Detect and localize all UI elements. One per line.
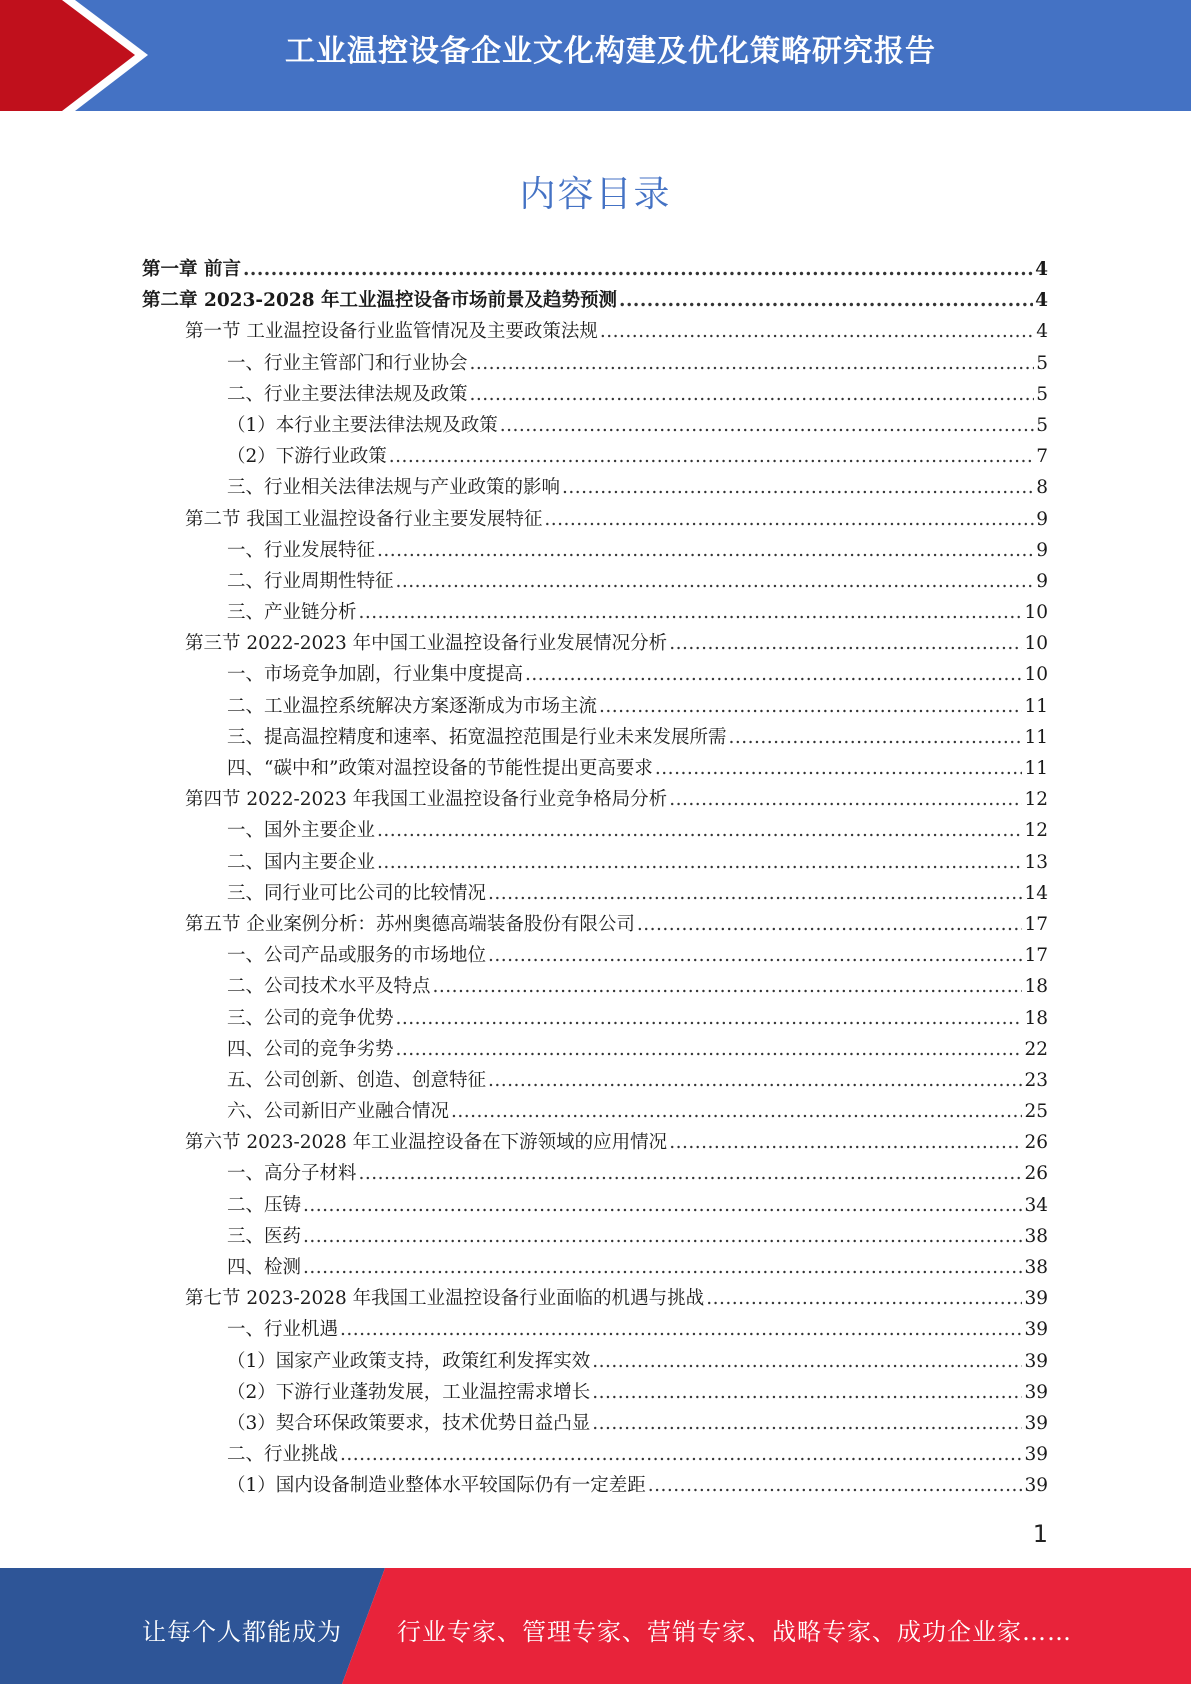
toc-dot-leader	[433, 971, 1023, 1002]
toc-dot-leader	[500, 410, 1034, 441]
toc-entry[interactable]	[142, 659, 1048, 690]
toc-entry-title: （1）本行业主要法律法规及政策	[227, 414, 498, 436]
toc-dot-leader	[655, 753, 1023, 784]
toc-entry-title: （3）契合环保政策要求，技术优势日益凸显	[227, 1412, 591, 1434]
toc-dot-leader	[669, 784, 1022, 815]
toc-entry-title: 三、公司的竞争优势	[227, 1007, 394, 1029]
toc-entry-page: 39	[1024, 1444, 1048, 1466]
toc-entry-page: 23	[1024, 1069, 1048, 1091]
toc-entry-page: 17	[1024, 945, 1048, 967]
toc-dot-leader	[389, 441, 1034, 472]
toc-entry[interactable]	[142, 847, 1048, 878]
toc-dot-leader	[359, 597, 1023, 628]
header-band	[0, 0, 1191, 111]
toc-entry-title: 第二节 我国工业温控设备行业主要发展特征	[185, 508, 543, 530]
toc-entry-title: 一、行业机遇	[227, 1319, 339, 1341]
toc-entry[interactable]	[142, 1003, 1048, 1034]
toc-entry-title: （1）国内设备制造业整体水平较国际仍有一定差距	[227, 1475, 646, 1497]
toc-dot-leader	[470, 348, 1035, 379]
toc-entry-page: 4	[1036, 321, 1048, 343]
toc-dot-leader	[340, 1314, 1022, 1345]
toc-entry-title: 第一节 工业温控设备行业监管情况及主要政策法规	[185, 321, 598, 343]
toc-entry[interactable]	[142, 1252, 1048, 1283]
toc-dot-leader	[729, 722, 1023, 753]
toc-entry-title: 三、提高温控精度和速率、拓宽温控范围是行业未来发展所需	[227, 726, 727, 748]
toc-entry-page: 12	[1024, 789, 1048, 811]
toc-entry[interactable]	[142, 1470, 1048, 1501]
toc-entry[interactable]	[142, 940, 1048, 971]
toc-entry[interactable]	[142, 878, 1048, 909]
toc-entry-title: 三、产业链分析	[227, 602, 357, 624]
toc-entry-title: 一、行业主管部门和行业协会	[227, 352, 468, 374]
toc-entry-title: 第三节 2022-2023 年中国工业温控设备行业发展情况分析	[185, 633, 668, 655]
toc-entry-title: 第七节 2023-2028 年我国工业温控设备行业面临的机遇与挑战	[185, 1288, 705, 1310]
toc-entry-page: 25	[1024, 1101, 1048, 1123]
toc-entry-page: 38	[1024, 1225, 1048, 1247]
toc-entry-title: 二、工业温控系统解决方案逐渐成为市场主流	[227, 695, 598, 717]
toc-entry-page: 22	[1024, 1038, 1048, 1060]
toc-entry-page: 26	[1024, 1163, 1048, 1185]
toc-entry-page: 39	[1024, 1350, 1048, 1372]
toc-entry[interactable]	[142, 1283, 1048, 1314]
toc-dot-leader	[359, 1158, 1023, 1189]
toc-dot-leader	[648, 1470, 1023, 1501]
toc-entry-title: （1）国家产业政策支持，政策红利发挥实效	[227, 1350, 591, 1372]
toc-entry[interactable]	[142, 1221, 1048, 1252]
toc-dot-leader	[619, 285, 1033, 316]
toc-entry-page: 18	[1024, 976, 1048, 998]
toc-entry-title: 一、市场竞争加剧，行业集中度提高	[227, 664, 524, 686]
toc-entry[interactable]	[142, 909, 1048, 940]
toc-dot-leader	[592, 1377, 1022, 1408]
toc-entry[interactable]	[142, 691, 1048, 722]
toc-entry-page: 9	[1036, 508, 1048, 530]
toc-entry-title: 第一章 前言	[142, 259, 241, 280]
toc-entry-page: 11	[1024, 758, 1048, 779]
toc-entry-page: 38	[1024, 1257, 1048, 1278]
toc-entry-page: 39	[1024, 1475, 1048, 1497]
page-number: 1	[1032, 1520, 1048, 1548]
toc-entry-page: 8	[1036, 477, 1048, 499]
toc-entry[interactable]	[142, 1439, 1048, 1470]
toc-entry[interactable]	[142, 535, 1048, 566]
toc-dot-leader	[592, 1346, 1022, 1377]
toc-entry-title: 第六节 2023-2028 年工业温控设备在下游领域的应用情况	[185, 1132, 668, 1154]
toc-entry-title: （2）下游行业政策	[227, 446, 387, 468]
toc-entry[interactable]	[142, 441, 1048, 472]
toc-entry[interactable]	[142, 1190, 1048, 1221]
toc-entry-title: 二、行业挑战	[227, 1444, 339, 1466]
toc-entry[interactable]	[142, 1346, 1048, 1377]
toc-entry-title: 第四节 2022-2023 年我国工业温控设备行业竞争格局分析	[185, 789, 668, 811]
toc-dot-leader	[562, 472, 1034, 503]
toc-entry[interactable]	[142, 1127, 1048, 1158]
toc-entry-page: 39	[1024, 1412, 1048, 1434]
toc-entry-page: 5	[1036, 414, 1048, 436]
toc-entry[interactable]	[142, 316, 1048, 347]
toc-entry[interactable]	[142, 1065, 1048, 1096]
toc-entry[interactable]	[142, 753, 1048, 784]
toc-entry-page: 12	[1024, 820, 1048, 842]
toc-dot-leader	[377, 535, 1034, 566]
toc-entry-title: 第五节 企业案例分析：苏州奥德高端装备股份有限公司	[185, 913, 635, 935]
toc-dot-leader	[592, 1408, 1022, 1439]
toc-entry-page: 14	[1024, 882, 1048, 904]
toc-entry[interactable]	[142, 722, 1048, 753]
toc-entry-page: 11	[1024, 726, 1048, 748]
toc-entry-page: 39	[1024, 1381, 1048, 1403]
toc-entry[interactable]	[142, 971, 1048, 1002]
toc-entry-title: 二、国内主要企业	[227, 851, 376, 873]
toc-entry[interactable]	[142, 348, 1048, 379]
footer-slogan-right: 行业专家、管理专家、营销专家、战略专家、成功企业家……	[397, 1618, 1072, 1646]
toc-entry-page: 39	[1024, 1319, 1048, 1341]
toc-entry[interactable]	[142, 379, 1048, 410]
toc-entry-page: 5	[1036, 352, 1048, 374]
toc-dot-leader	[243, 254, 1033, 285]
toc-entry-page: 18	[1024, 1007, 1048, 1029]
toc-entry[interactable]	[142, 1314, 1048, 1345]
toc-entry[interactable]	[142, 1377, 1048, 1408]
toc-dot-leader	[637, 909, 1023, 940]
toc-entry-page: 10	[1024, 602, 1048, 624]
toc-entry-title: 一、公司产品或服务的市场地位	[227, 945, 487, 967]
toc-entry-page: 13	[1024, 851, 1048, 873]
toc-entry[interactable]	[142, 285, 1048, 316]
toc-dot-leader	[303, 1221, 1022, 1252]
toc-entry-title: 一、高分子材料	[227, 1163, 357, 1185]
footer-slogan-left: 让每个人都能成为	[142, 1618, 342, 1646]
toc-entry[interactable]	[142, 566, 1048, 597]
toc-entry-page: 17	[1024, 913, 1048, 935]
toc-entry-page: 26	[1024, 1132, 1048, 1154]
toc-entry[interactable]	[142, 1096, 1048, 1127]
toc-entry-title: 三、同行业可比公司的比较情况	[227, 882, 487, 904]
footer-band	[0, 1568, 1191, 1684]
toc-entry-title: 四、“碳中和”政策对温控设备的节能性提出更高要求	[227, 758, 653, 779]
toc-heading: 内容目录	[519, 174, 672, 215]
toc-entry[interactable]	[142, 597, 1048, 628]
toc-entry[interactable]	[142, 1034, 1048, 1065]
toc-entry-title: 一、行业发展特征	[227, 539, 376, 561]
table-of-contents	[142, 254, 1048, 1502]
toc-entry[interactable]	[142, 410, 1048, 441]
toc-dot-leader	[340, 1439, 1022, 1470]
toc-entry-page: 7	[1036, 446, 1048, 468]
toc-entry[interactable]	[142, 784, 1048, 815]
toc-entry[interactable]	[142, 1408, 1048, 1439]
toc-entry-page: 10	[1024, 664, 1048, 686]
toc-entry[interactable]	[142, 504, 1048, 535]
toc-entry-page: 39	[1024, 1288, 1048, 1310]
toc-dot-leader	[669, 1127, 1022, 1158]
toc-dot-leader	[396, 566, 1035, 597]
toc-dot-leader	[303, 1252, 1022, 1283]
toc-entry-title: 二、公司技术水平及特点	[227, 976, 431, 998]
toc-entry-page: 4	[1035, 259, 1048, 280]
toc-entry-title: 三、医药	[227, 1225, 302, 1247]
toc-entry-page: 10	[1024, 633, 1048, 655]
toc-entry[interactable]	[142, 628, 1048, 659]
toc-entry[interactable]	[142, 815, 1048, 846]
toc-dot-leader	[706, 1283, 1022, 1314]
toc-entry-page: 34	[1024, 1194, 1048, 1216]
toc-entry-page: 4	[1035, 290, 1048, 312]
toc-dot-leader	[377, 847, 1022, 878]
toc-dot-leader	[451, 1096, 1022, 1127]
report-title: 工业温控设备企业文化构建及优化策略研究报告	[285, 34, 936, 69]
toc-dot-leader	[488, 878, 1022, 909]
toc-entry[interactable]	[142, 1158, 1048, 1189]
toc-dot-leader	[303, 1190, 1022, 1221]
toc-dot-leader	[377, 815, 1022, 846]
toc-dot-leader	[544, 504, 1034, 535]
toc-entry-page: 9	[1036, 570, 1048, 592]
toc-entry-title: 二、压铸	[227, 1194, 302, 1216]
toc-dot-leader	[488, 940, 1022, 971]
toc-dot-leader	[599, 691, 1022, 722]
toc-entry-title: 四、检测	[227, 1257, 302, 1278]
toc-entry-title: 二、行业主要法律法规及政策	[227, 383, 468, 405]
toc-entry-title: 二、行业周期性特征	[227, 570, 394, 592]
toc-entry-page: 5	[1036, 383, 1048, 405]
toc-dot-leader	[600, 316, 1034, 347]
toc-entry[interactable]	[142, 254, 1048, 285]
toc-dot-leader	[470, 379, 1035, 410]
toc-entry-title: （2）下游行业蓬勃发展，工业温控需求增长	[227, 1381, 591, 1403]
toc-entry-title: 一、国外主要企业	[227, 820, 376, 842]
toc-entry-title: 第二章 2023-2028 年工业温控设备市场前景及趋势预测	[142, 290, 618, 312]
toc-entry[interactable]	[142, 472, 1048, 503]
toc-entry-page: 11	[1024, 695, 1048, 717]
toc-dot-leader	[488, 1065, 1022, 1096]
toc-entry-title: 四、公司的竞争劣势	[227, 1038, 394, 1060]
toc-dot-leader	[669, 628, 1022, 659]
toc-dot-leader	[396, 1034, 1023, 1065]
toc-entry-page: 9	[1036, 539, 1048, 561]
toc-entry-title: 三、行业相关法律法规与产业政策的影响	[227, 477, 561, 499]
toc-dot-leader	[396, 1003, 1023, 1034]
toc-entry-title: 六、公司新旧产业融合情况	[227, 1101, 450, 1123]
toc-entry-title: 五、公司创新、创造、创意特征	[227, 1069, 487, 1091]
toc-dot-leader	[525, 659, 1022, 690]
